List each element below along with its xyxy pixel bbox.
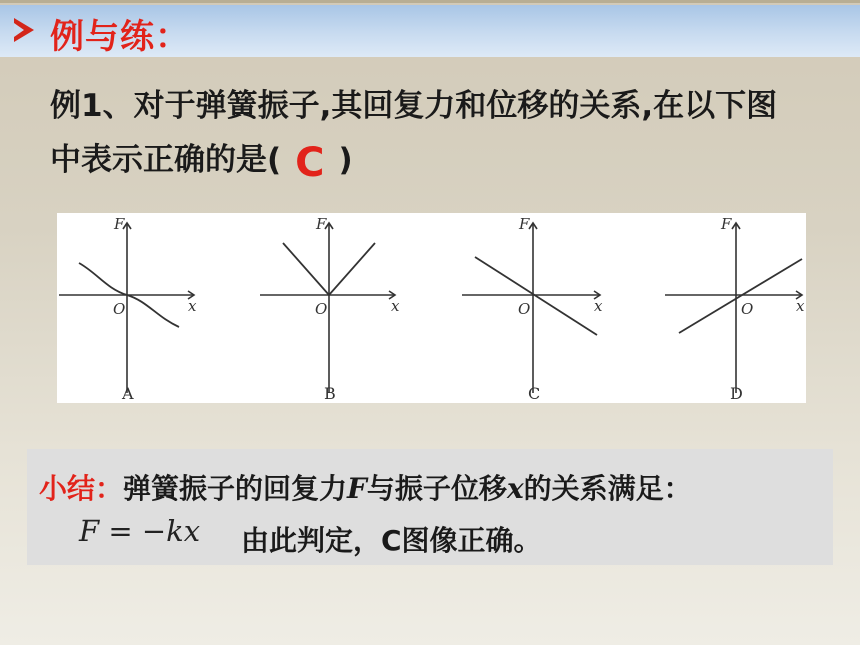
- graph-a-f-label: F: [114, 215, 125, 233]
- graph-c-origin: O: [518, 300, 531, 318]
- graph-d-line: [679, 259, 802, 333]
- summary-text-1: 弹簧振子的回复力: [123, 472, 348, 505]
- formula: [79, 514, 200, 548]
- graphs-figure: [57, 213, 806, 403]
- graph-c-line: [475, 257, 597, 335]
- question-line-2: [50, 134, 353, 186]
- section-title: 例与练：: [50, 17, 190, 57]
- question-suffix: ): [338, 142, 353, 178]
- graph-d-x-label: x: [796, 297, 805, 315]
- answer-letter: C: [295, 140, 325, 186]
- summary-box: [27, 449, 833, 565]
- formula-text: F = −kx: [79, 514, 201, 548]
- summary-line-1: [39, 467, 692, 507]
- summary-var-x: x: [506, 472, 524, 505]
- graph-b-origin: O: [315, 300, 328, 318]
- summary-text-2: 与振子位移: [366, 472, 507, 505]
- graph-a-x-label: x: [188, 297, 197, 315]
- graph-a-origin: O: [113, 300, 126, 318]
- graph-c-caption: C: [528, 384, 541, 403]
- graph-c-f-label: F: [519, 215, 530, 233]
- top-divider: [0, 0, 860, 3]
- question-prefix: 中表示正确的是(: [50, 142, 282, 178]
- summary-var-f: F: [347, 472, 367, 505]
- graph-c-x-label: x: [594, 297, 603, 315]
- graph-b-x-label: x: [391, 297, 400, 315]
- question-line-1: 例1、对于弹簧振子,其回复力和位移的关系,在以下图: [50, 88, 778, 124]
- graph-d-origin: O: [741, 300, 754, 318]
- graph-a-caption: A: [122, 384, 134, 403]
- arrow-bullet-cutout: [14, 23, 24, 37]
- graph-panel: [57, 213, 806, 403]
- graph-d-f-label: F: [721, 215, 732, 233]
- summary-text-3: 的关系满足：: [523, 472, 692, 505]
- summary-label: 小结：: [39, 472, 124, 505]
- graph-d-caption: D: [730, 384, 743, 403]
- summary-conclusion: 由此判定，C图像正确。: [241, 524, 542, 557]
- graph-b-caption: B: [324, 384, 336, 403]
- graph-b-f-label: F: [316, 215, 327, 233]
